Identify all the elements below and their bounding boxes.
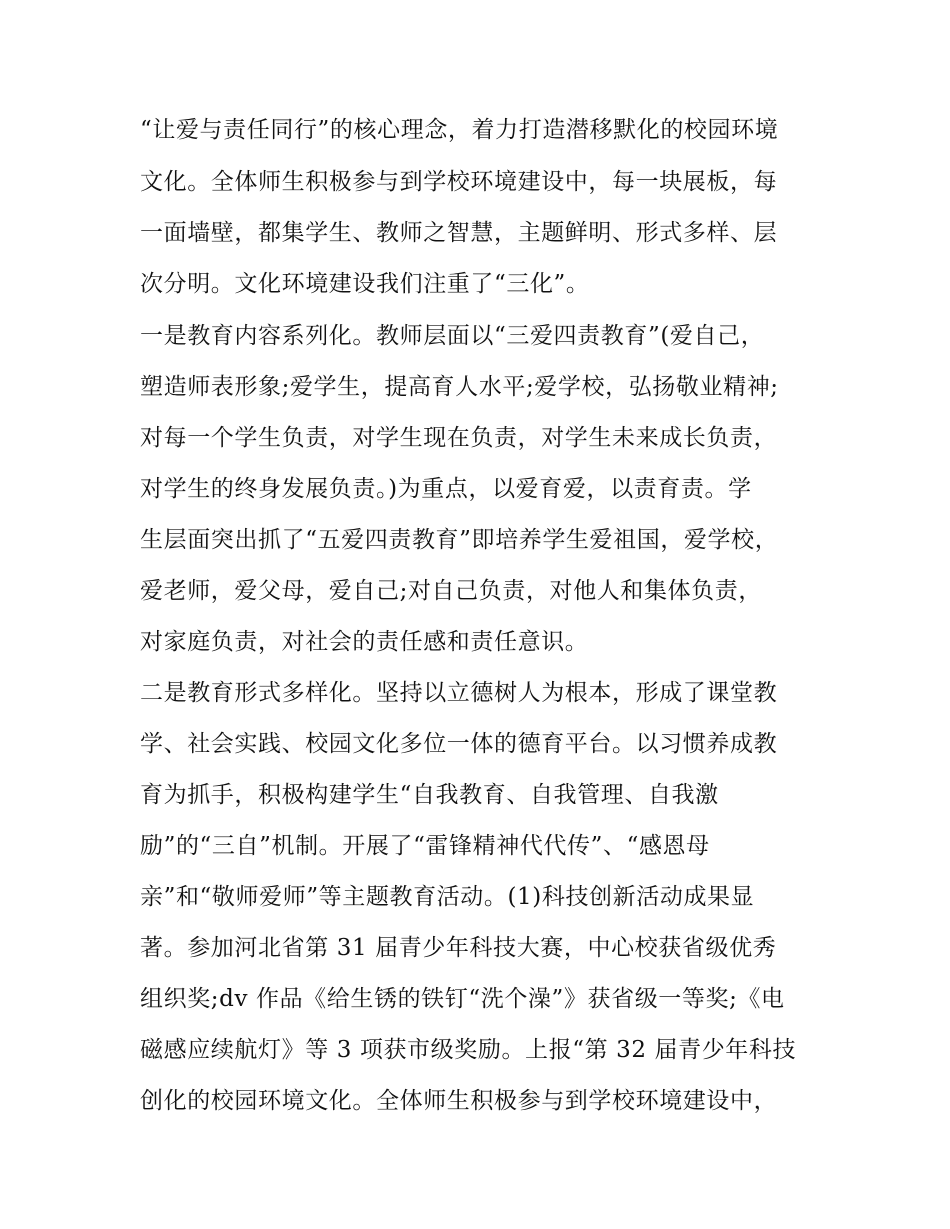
text-line: 学、社会实践、校园文化多位一体的德育平台。以习惯养成教 xyxy=(140,731,778,757)
text-line: 次分明。文化环境建设我们注重了“三化”。 xyxy=(140,271,590,297)
text-line: 生层面突出抓了“五爱四责教育”即培养学生爱祖国，爱学校， xyxy=(140,527,779,553)
text-line: 亲”和“敬师爱师”等主题教育活动。(1)科技创新活动成果显 xyxy=(140,884,755,910)
text-line: 育为抓手，积极构建学生“自我教育、自我管理、自我激 xyxy=(140,782,719,808)
text-line: 励”的“三自”机制。开展了“雷锋精神代代传”、“感恩母 xyxy=(140,833,710,859)
text-line: 对学生的终身发展负责。)为重点，以爱育爱，以责育责。学 xyxy=(140,476,752,502)
text-line: “让爱与责任同行”的核心理念，着力打造潜移默化的校园环境 xyxy=(140,117,779,143)
text-line: 著。参加河北省第 31 届青少年科技大赛，中心校获省级优秀 xyxy=(140,935,777,961)
text-line: 对每一个学生负责，对学生现在负责，对学生未来成长负责， xyxy=(140,425,778,451)
text-line: 一是教育内容系列化。教师层面以“三爱四责教育”(爱自己， xyxy=(140,323,765,349)
text-line: 塑造师表形象;爱学生，提高育人水平;爱学校，弘扬敬业精神; xyxy=(140,374,779,400)
text-line: 磁感应续航灯》等 3 项获市级奖励。上报“第 32 届青少年科技 xyxy=(140,1037,797,1063)
text-line: 创化的校园环境文化。全体师生积极参与到学校环境建设中， xyxy=(140,1088,778,1114)
text-line: 对家庭负责，对社会的责任感和责任意识。 xyxy=(140,629,589,655)
text-line: 组织奖;dv 作品《给生锈的铁钉“洗个澡”》获省级一等奖;《电 xyxy=(140,986,785,1012)
text-line: 爱老师，爱父母，爱自己;对自己负责，对他人和集体负责， xyxy=(140,578,762,604)
text-line: 二是教育形式多样化。坚持以立德树人为根本，形成了课堂教 xyxy=(140,680,778,706)
text-line: 文化。全体师生积极参与到学校环境建设中，每一块展板，每 xyxy=(140,169,778,195)
text-line: 一面墙壁，都集学生、教师之智慧，主题鲜明、形式多样、层 xyxy=(140,220,778,246)
